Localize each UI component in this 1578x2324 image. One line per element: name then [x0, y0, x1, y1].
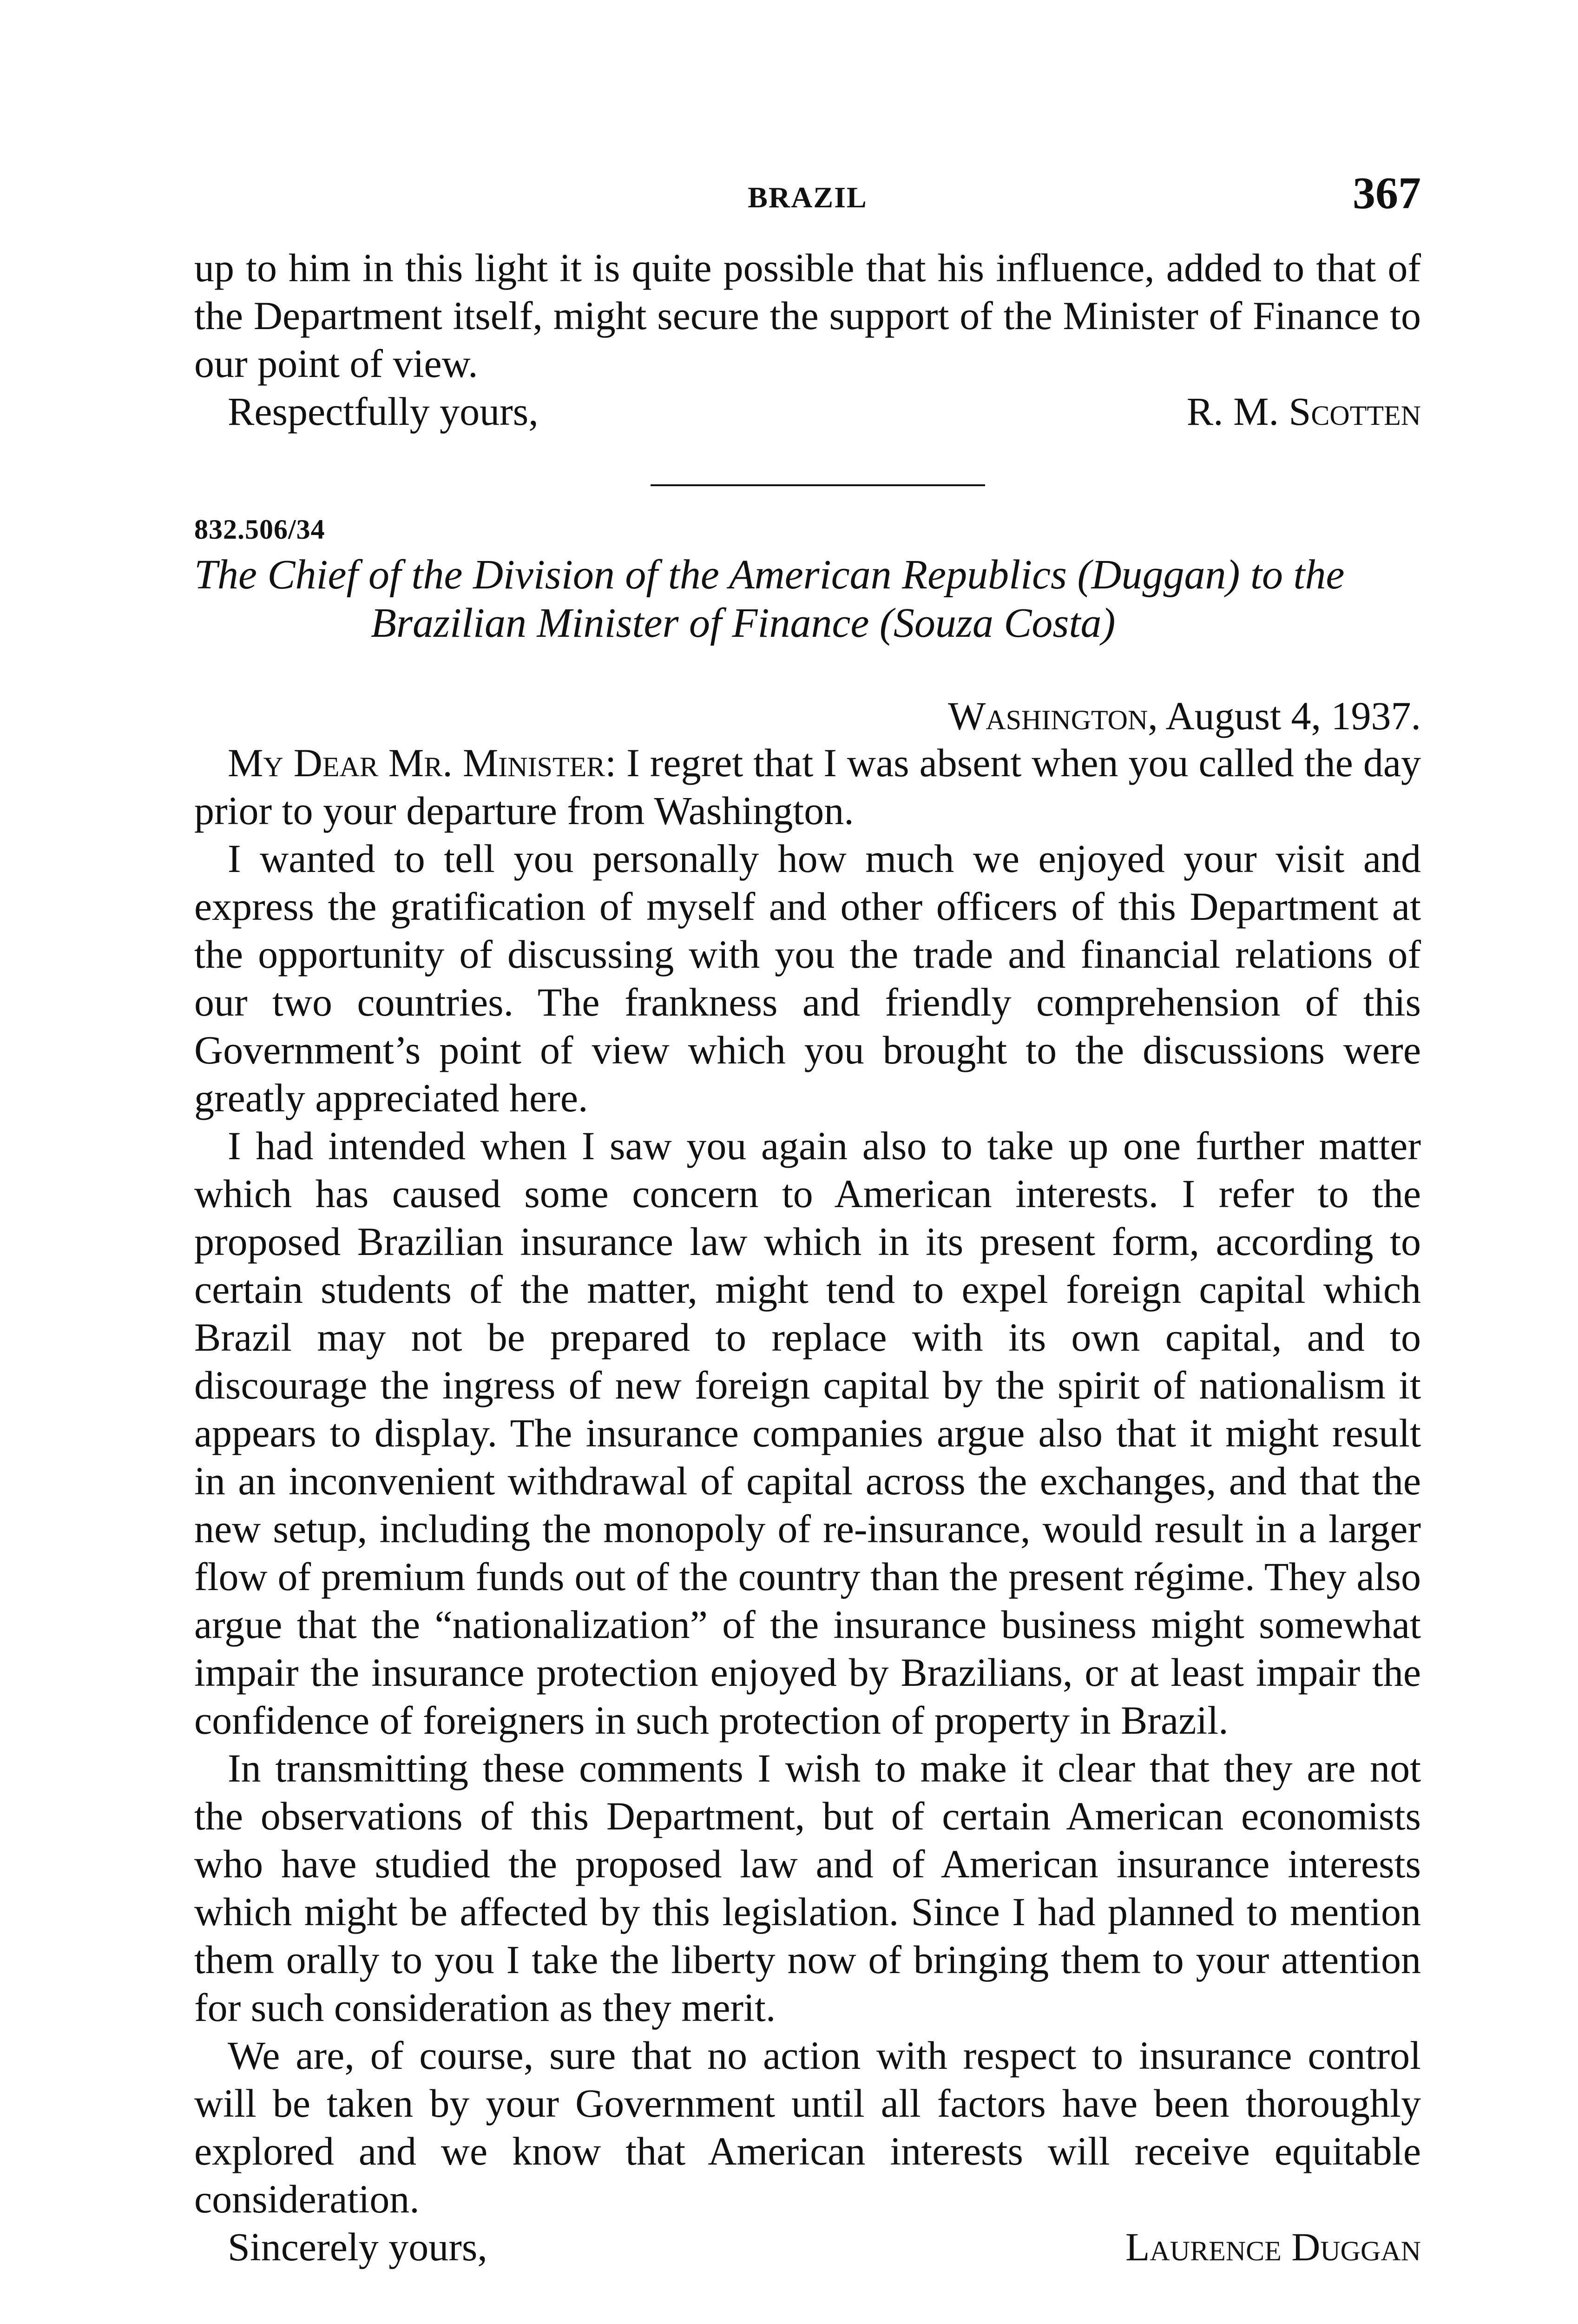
letter-paragraph: I had intended when I saw you again also to take up one further matter which has caused some concern to American interests. I refer to the proposed Brazilian insurance law which in its present form, according to certain students of the matter, might tend to expel foreign capital which Brazil may not be prepared to replace with its own capital, and to discourage the ingress of new foreign capital by the spirit of nationalism it appears to display. The insurance companies argue also that it might result in an inconvenient withdrawal of capital across the exchanges, and that the new setup, including the monopoly of re-insurance, would result in a larger flow of premium funds out of the country than the present régime. They also argue that the “nationalization” of the insurance business might somewhat impair the insurance protection enjoyed by Brazilians, or at least impair the confidence of foreigners in such protection of property in Brazil. [194, 1123, 1421, 1743]
previous-letter-signature: R. M. Scotten [1186, 389, 1421, 434]
dateline-place: Washington, [948, 693, 1158, 738]
previous-letter-signoff [194, 388, 1421, 436]
page-header [194, 167, 1421, 218]
dateline-date: August 4, 1937. [1165, 693, 1421, 738]
previous-letter-paragraph: up to him in this light it is quite possible that his influence, added to that of the Department itself, might secure the support of the Minister of Finance to our point of view. [194, 245, 1421, 386]
heading-line-1: The Chief of the Division of the American Republics (Duggan) to the [194, 552, 1345, 598]
letter-paragraph: I wanted to tell you personally how much we enjoyed your visit and express the gratification of myself and other officers of this Department at the opportunity of discussing with you the trade and financial relations of our two countries. The frankness and friendly comprehension of this Government’s point of view which you brought to the discussions were greatly appreciated here. [194, 836, 1421, 1120]
salutation: My Dear Mr. Minister: [228, 740, 617, 785]
previous-letter-end [194, 244, 1421, 436]
document-heading [194, 551, 1421, 647]
letter-body [194, 739, 1421, 2271]
dateline [194, 693, 1421, 739]
letter-signoff [194, 2223, 1421, 2271]
letter-paragraph: We are, of course, sure that no action with respect to insurance control will be taken by your Government until all factors have been thoroughly explored and we know that American interests will receive equitable consideration. [194, 2033, 1421, 2221]
letter-paragraph: In transmitting these comments I wish to make it clear that they are not the observations of this Department, but of certain American economists who have studied the proposed law and of American insurance interests which might be affected by this legislation. Since I had planned to mention them orally to you I take the liberty now of bringing them to your attention for such consideration as they merit. [194, 1746, 1421, 2030]
paragraph-1-text: I regret that I was absent when you called the day prior to your departure from Washington. [194, 740, 1421, 833]
file-number: 832.506/34 [194, 514, 325, 545]
closing: Sincerely yours, [228, 2225, 487, 2269]
heading-line-2: Brazilian Minister of Finance (Souza Costa) [371, 600, 1116, 646]
letter-paragraph [194, 739, 1421, 835]
previous-letter-closing: Respectfully yours, [228, 389, 539, 434]
running-head: BRAZIL [748, 181, 868, 214]
page-number: 367 [1353, 168, 1421, 218]
section-divider [651, 484, 985, 486]
signature: Laurence Duggan [1125, 2225, 1421, 2269]
